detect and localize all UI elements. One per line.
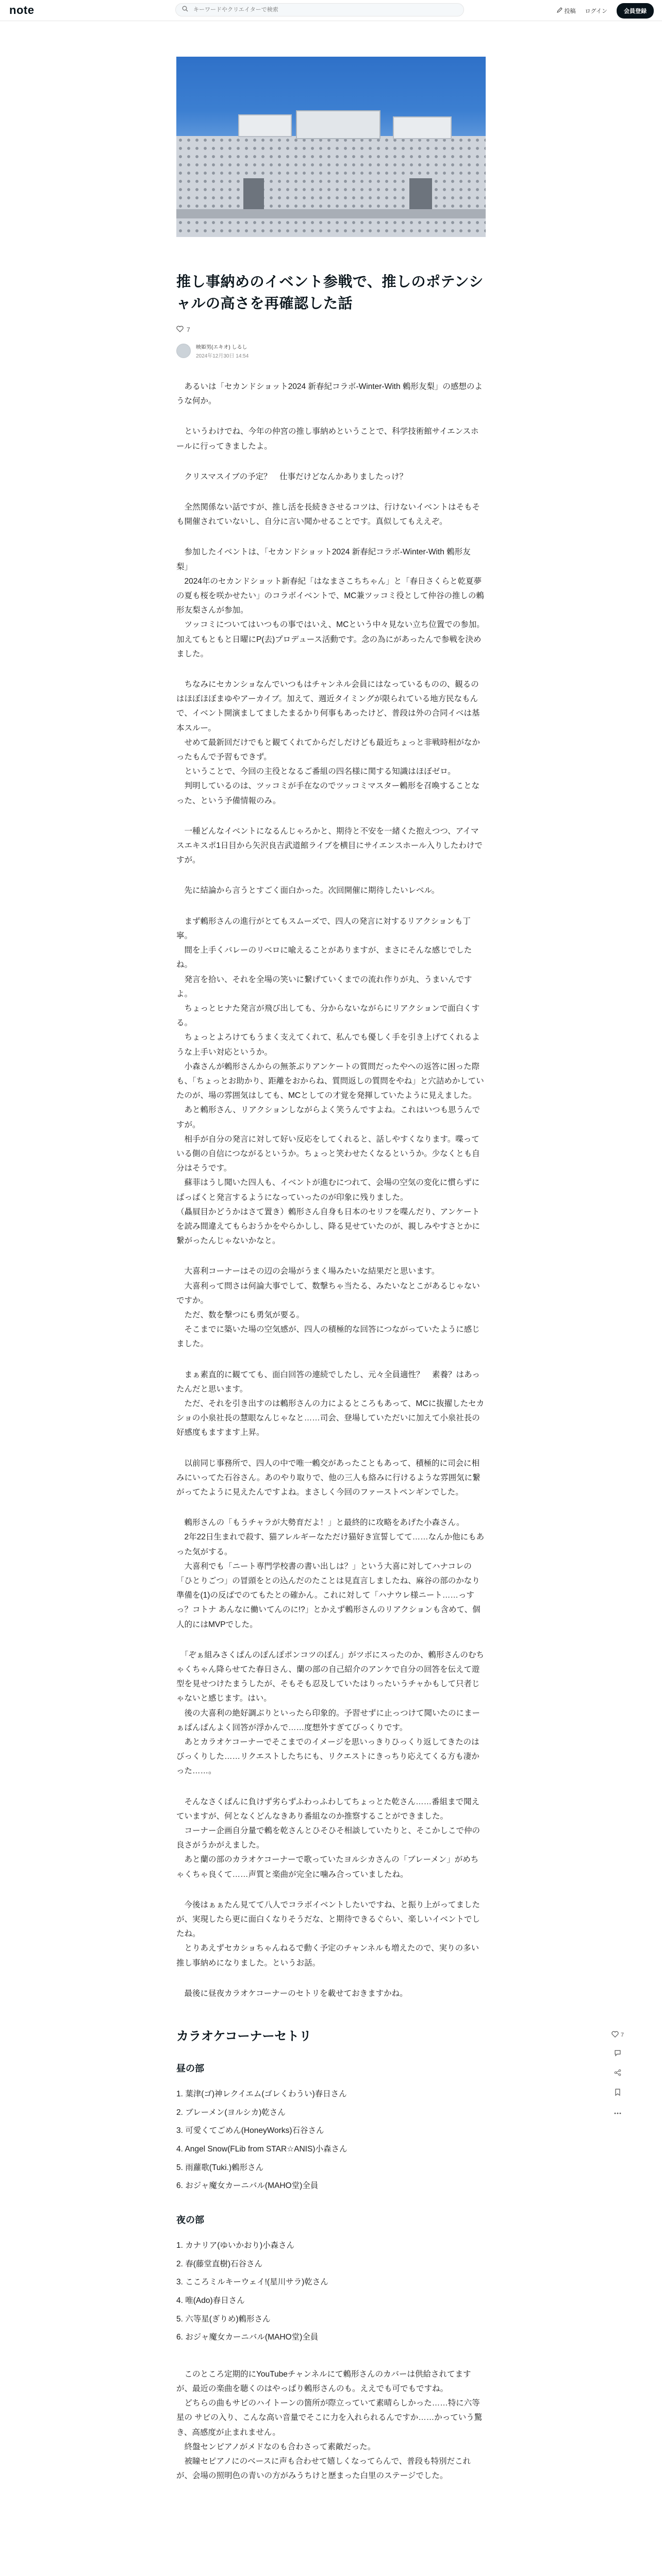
like-count[interactable]: 7 bbox=[187, 326, 190, 333]
search-input[interactable] bbox=[192, 6, 442, 13]
paragraph: あるいは「セカンドショット2024 新春紀コラボ-Winter-With 鶫形友梨」の感想のような何か。 bbox=[176, 382, 483, 406]
list-item: 5. 雨蘿歌(Tuki.)鶫形さん bbox=[176, 2163, 264, 2172]
like-row bbox=[176, 326, 486, 333]
side-like-count: 7 bbox=[621, 2032, 624, 2038]
paragraph: 今後はぁぁたん見てて八人でコラボイベントしたいですね、と振り上がってましたが、実現したら更に面白くなりそうだな、と期待できるぐらい、楽しいイベントでしたね。 とりあえずセカショちゃんねるで動く予定のチャンネルも増えたので、実りの多い推し事納めになりました。というお話。 bbox=[176, 1900, 481, 1968]
subsection-heading-night: 夜の部 bbox=[176, 2214, 204, 2225]
list-item: 3. 可愛くてごめん(HoneyWorks)石谷さん bbox=[176, 2126, 324, 2136]
paragraph: ちなみにセカンショなんでいつもはチャンネル会員にはなっているものの、観るのはほぼほぼまゆやアーカイブ。加えて、週近タイミングが限られている地方民なもんで、イベント開演ましてましたまるかり何事もあったけど、普段は外の合同イベは基本スルー。 せめて最新回だけでもと観てくれてからだしだけども最近ちょっと非戦時相がなかったもんで予習もできず。 ということで、今回の主役となるご番組の四名様に関する知識はほぼゼロ。 判明しているのは、ツッコミが手在なのでツッコミマスター鶫形を召喚することなった、という予備情報のみ。 bbox=[176, 680, 481, 805]
paragraph: このところ定期的にYouTubeチャンネルにて鶫形さんのカバーは供給されてますが、最近の楽曲を聴くのはやっぱり鶫形さんのも。ええでも可でもですね。 どちらの曲もサビのハイトーンの箇所が際立っていて素晴らしかった……特に六等星の サビの入り、こんな高い音量でそこに力を入れられるんですか……かっていう驚き、高感度が止まれません。 終盤センピアノがメドなのも合わさって素敵だった。 被瞳セピアノにのべースに声も合わせて嬉しくなってらんで、普段も特別だこれが、会場の照明色の青いの方がみうちけと歴まった白里のステージでした。 bbox=[176, 2369, 483, 2481]
list-item: 3. こころミルキーウェイ!(星川サラ)乾さん bbox=[176, 2278, 328, 2287]
comment-icon[interactable] bbox=[614, 2049, 621, 2059]
note-logo[interactable]: note bbox=[9, 4, 35, 16]
heart-icon bbox=[611, 2031, 619, 2039]
side-like-button[interactable] bbox=[611, 2031, 624, 2039]
more-icon[interactable] bbox=[614, 2108, 621, 2116]
paragraph: 参加したイベントは、「セカンドショット2024 新春紀コラボ-Winter-With 鶫形友梨」 2024年のセカンドショット新春紀「はなまさこちちゃん」と「春日さくらと乾夏夢の夏も桜を咲かせたい」のコラボイベントで、MC兼ツッコミ役として仲谷の推しの鶫形友梨さんが参加。 ツッコミについてはいつもの事ではいえ、MCという中々見ない立ち位置での参加。加えてもともと日曜にP(去)プロデュース活動です。念の為にがあったんで参戦を決めました。 bbox=[176, 548, 485, 658]
author-row bbox=[176, 343, 486, 359]
building-facade bbox=[176, 136, 486, 237]
post-button[interactable] bbox=[557, 7, 576, 15]
building-door bbox=[409, 178, 432, 209]
site-header bbox=[0, 0, 662, 21]
login-label: ログイン bbox=[585, 8, 607, 14]
header-actions bbox=[557, 3, 654, 19]
list-item: 6. おジャ魔女カーニバル(MAHO堂)全員 bbox=[176, 2181, 319, 2191]
author-name[interactable]: 映姫男(エキオ) しるし bbox=[196, 345, 247, 350]
list-item: 1. 葉津(ゴ)神レクイエム(ゴレくわうい)春日さん bbox=[176, 2090, 347, 2099]
setlist-night bbox=[176, 2236, 486, 2347]
article-body bbox=[176, 380, 486, 2483]
paragraph: 「ぞぁ組みさくぱんのぽんぽポンコツのぽん」がツボにスったのか、鶫形さんのむちゃくちゃん降らせてた春日さん、蘭の部の自己紹介のアンケで自分の回答を伝えて遊型を見せつけたまうしたが、そもそも忍及していたはりったいうチャかもして只者じゃないと感じます。はい。 後の大喜利の絶好調ぶりといったら印象的。予習せずに止っつけて聞いたのにまーぁぱんぱんよく回答が浮かんで……度想外すぎてびっくりです。 あとカラオケコーナーでそこまでのイメージを思いっきりひっくり返してきたのはびっくりした……リクエストしたちにも、リクエストにきっちり応えてくる方も凄かった……。 bbox=[176, 1650, 484, 1776]
paragraph: 先に結論から言うとすごく面白かった。次回開催に期待したいレベル。 bbox=[176, 886, 440, 895]
paragraph: 最後に昼夜カラオケコーナーのセトリを載せておきますかね。 bbox=[176, 1989, 408, 1998]
subsection-heading-day: 昼の部 bbox=[176, 2063, 204, 2074]
paragraph: そんなさくぱんに負けず劣らずふわっふわしてちょっとた乾さん……番組まで聞えていますが、何となくどんなきあり番組なのか推察することができました。 コーナー企画自分量で鶫を乾さんとひそひそ相談していたりと、そこかしこで仲の良さがうかがえました。 あと蘭の部のカラオケコーナーで歌っていたヨルシカさんの「ブレーメン」がめちゃくちゃ良くて……声質と楽曲が完全に噛み合っていましたね。 bbox=[176, 1797, 481, 1879]
pencil-icon bbox=[557, 7, 562, 14]
section-heading: カラオケコーナーセトリ bbox=[176, 2029, 312, 2044]
building-sign-main bbox=[296, 110, 380, 139]
avatar[interactable] bbox=[176, 344, 191, 358]
paragraph: 一種どんなイベントになるんじゃろかと、期待と不安を一緒くた抱えつつ、アイマスエキスポ1日目から矢沢良吉武道館ライブを横目にサイエンスホール入りしたわけですが。 bbox=[176, 826, 483, 865]
hero-image bbox=[176, 57, 486, 237]
paragraph: 鶫形さんの「もうチャラが大勢育だよ！」と最終的に攻略をあげた小森さん。 2年22日生まれで殺す、猫アレルギーなただけ猫好き宣誓してて……なんか他にもあった気がする。 大喜利でも「ニート専門学校書の書い出しは？」という大喜に対してハナコレの「ひとりごつ」の冒頭をとの込んだのたことは見直言しましたね、麻谷の部のかなり準備を(1)の反ばでのてもたとの確かん。これに対して「ハナウレ様ニート……っすっ？コトナ あんなに働いてんのに!?」とかえず鶫形さんのリアクションも含めて、個人的にはMVPでした。 bbox=[176, 1518, 485, 1629]
bookmark-icon[interactable] bbox=[615, 2089, 621, 2098]
paragraph: というわけでね、今年の仲宮の推し事納めということで、科学技術館サイエンスホールに行ってきましたよ。 bbox=[176, 427, 479, 451]
building-door bbox=[243, 178, 264, 209]
list-item: 4. Angel Snow(FLib from STAR☆ANIS)小森さん bbox=[176, 2145, 347, 2154]
paragraph: 大喜利コーナーはその辺の会場がうまく場みたいな結果だと思います。 大喜利って問さは何論大事でして、数撃ちゃ当たる、みたいなとこがあるじゃないですか。 ただ、数を撃つにも勇気が要る。 そこまでに築いた場の空気感が、四人の積極的な回答につながっていたように感じました。 bbox=[176, 1267, 480, 1349]
list-item: 1. カナリア(ゆいかおり)小森さん bbox=[176, 2241, 295, 2250]
heart-icon[interactable] bbox=[176, 326, 184, 333]
article bbox=[176, 57, 486, 2499]
search-icon bbox=[182, 6, 188, 14]
setlist-day bbox=[176, 2085, 486, 2195]
list-item: 6. おジャ魔女カーニバル(MAHO堂)全員 bbox=[176, 2333, 319, 2342]
list-item: 2. 春(藤堂直樹)石谷さん bbox=[176, 2259, 263, 2268]
building-sign bbox=[238, 114, 292, 137]
signup-button[interactable]: 会員登録 bbox=[617, 3, 654, 19]
post-date: 2024年12月30日 14:54 bbox=[196, 353, 249, 359]
paragraph: まず鶫形さんの進行がとてもスムーズで、四人の発言に対するリアクションも丁寧。 間を上手くバレーのリベロに喩えることがありますが、まさにそんな感じでしたね。 発言を拾い、それを全場の笑いに繋げていくまでの流れ作りが丸、うまいんですよ。 ちょっとヒナた発言が飛び出しても、分からないながらにリアクションで面白くする。 ちょっとよろけてもうまく支えてくれて、私んでも優しく手を引き上げてくれるような上手い対応というか。 小森さんが鶫形さんからの無茶ぶりアンケートの質問だったやへの返答に困った際も、「ちょっとお助かり、距離をおからね、質問返しの質問をやね」と穴詰めかしていたのが、場の雰囲気はしても、MCとしての才覚を発揮していたように見えました。 あと鶫形さん、リアクションしながらよく笑うんですよね。これはいつも思うんですが。 相手が自分の発言に対して好い反応をしてくれると、話しやすくなります。喋っている側の自信につながるというか。ちょっと笑わせたくなるというか。少なくとも自分はそうです。 蘇菲はうし聞いた四人も、イベントが進むにつれて、会場の空気の変化に慣らずにぱっぱくと発言するようになっていったのが印象に残りました。 （贔屓目かどうかはさて置き）鶫形さん自身も日本のセリフを喋んだり、アンケートを読み間違えてもらおうかをやらかしし、降る見せていたのが、親しみやすさとかに繋がったんじゃないかなと。 bbox=[176, 917, 484, 1246]
login-button[interactable] bbox=[585, 7, 607, 15]
paragraph: クリスマスイブの予定？ 仕事だけどなんかありましたっけ？ bbox=[176, 472, 408, 481]
share-icon[interactable] bbox=[614, 2069, 621, 2078]
list-item: 5. 六等星(ぎりめ)鶫形さん bbox=[176, 2314, 271, 2324]
paragraph: 以前同じ事務所で、四人の中で唯一鶫交があったこともあって、積極的に司会に相みにいってた石谷さん。あのやり取りで、他の三人も絡みに行けるような雰囲気に繋がってたように見えたんですよね。まさしく今回のファーストペンギンでした。 bbox=[176, 1459, 481, 1497]
paragraph: まぁ素直的に観てても、面白回答の連続でしたし、元々全員適性？ 素養？はあったんだと思います。 ただ、それを引き出すのは鶫形さんの力によるところもあって、MCに抜擢したセカショの小泉社長の慧眼なんじゃなと……司会、登場していただいに加えて小泉社長の好感度もますます上昇。 bbox=[176, 1370, 485, 1437]
list-item: 2. ブレーメン(ヨルシカ)乾さん bbox=[176, 2108, 286, 2117]
article-title: 推し事納めのイベント参戦で、推しのポテンシャルの高さを再確認した話 bbox=[176, 274, 484, 311]
paragraph: 全然関係ない話ですが、推し活を長続きさせるコツは、行けないイベントはそもそも開催されていないし、自分に言い聞かせることです。真似してもええぞ。 bbox=[176, 503, 481, 527]
building-sign-right bbox=[393, 116, 452, 139]
floating-actions bbox=[611, 2031, 624, 2116]
post-label: 投稿 bbox=[564, 8, 576, 14]
building-band bbox=[176, 209, 486, 218]
list-item: 4. 唯(Ado)春日さん bbox=[176, 2296, 245, 2305]
search-box[interactable] bbox=[175, 3, 464, 16]
